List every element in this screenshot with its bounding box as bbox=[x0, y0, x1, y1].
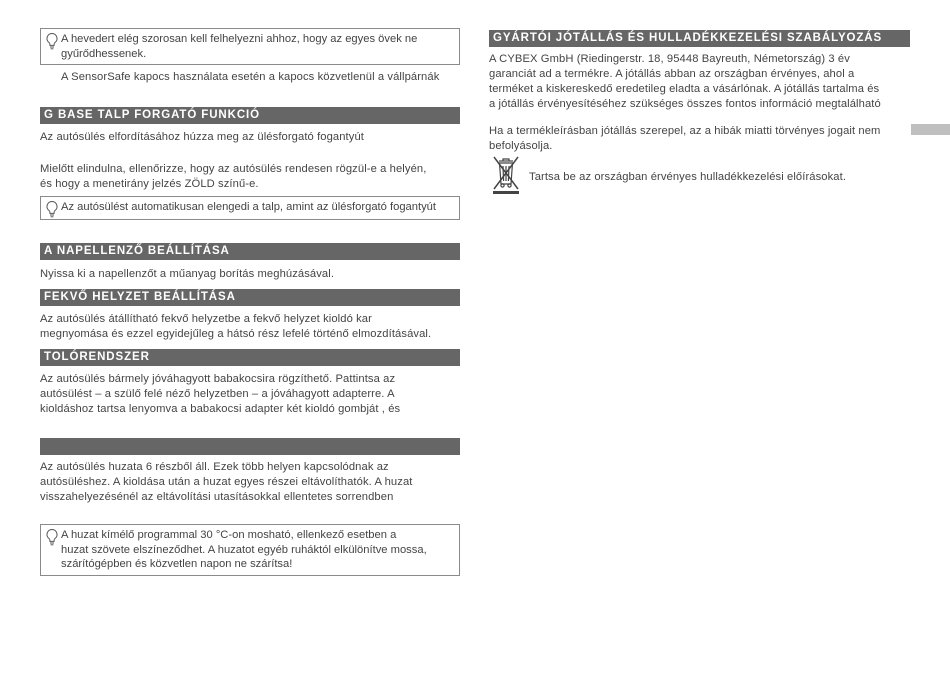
note-washing bbox=[40, 524, 460, 576]
page-edge-tab bbox=[911, 124, 950, 135]
recline-paragraph: Az autósülés átállítható fekvő helyzetbe a fekvő helyzet kioldó kar megnyomása és ezzel egyidejűleg a hátsó rész lefelé történő elmozdításával. bbox=[40, 313, 432, 340]
sensorsafe-text: A SensorSafe kapocs használata esetén a kapocs közvetlenül a vállpárnák bbox=[61, 71, 440, 83]
note-text: Az autósülést automatikusan elengedi a talp, amint az ülésforgató fogantyút bbox=[61, 201, 437, 213]
note-text: A hevedert elég szorosan kell felhelyezni ahhoz, hogy az egyes övek ne gyűrődhessenek. bbox=[61, 33, 418, 60]
canopy-paragraph: Nyissa ki a napellenzőt a műanyag borítás meghúzásával. bbox=[40, 268, 335, 280]
section-header-recline: FEKVŐ HELYZET BEÁLLÍTÁSA bbox=[40, 289, 460, 306]
g-base-paragraph-1: Az autósülés elfordításához húzza meg az ülésforgató fogantyút bbox=[40, 131, 364, 143]
section-header-stroller: TOLÓRENDSZER bbox=[40, 349, 460, 366]
warranty-paragraph-2: Ha a termékleírásban jótállás szerepel, az a hibák miatti törvényes jogait nem befolyásolja. bbox=[489, 125, 881, 152]
lightbulb-icon bbox=[45, 528, 59, 546]
section-header-g-base: G BASE TALP FORGATÓ FUNKCIÓ bbox=[40, 107, 460, 124]
cover-paragraph: Az autósülés huzata 6 részből áll. Ezek több helyen kapcsolódnak az autósüléshez. A kioldása után a huzat egyes részei eltávolíthatók. A huzat visszahelyezésénél az eltávolítási utasításokkal ellentetes sorrendben bbox=[40, 461, 413, 503]
stroller-paragraph: Az autósülés bármely jóváhagyott babakocsira rögzíthető. Pattintsa az autósülést – a szülő felé néző helyzetben – a jóváhagyott adapterre. A kioldáshoz tartsa lenyomva a babakocsi adapter két kioldó gombját , és bbox=[40, 373, 401, 415]
lightbulb-icon bbox=[45, 32, 59, 50]
section-header-canopy: A NAPELLENZŐ BEÁLLÍTÁSA bbox=[40, 243, 460, 260]
note-harness-tight bbox=[40, 28, 460, 65]
g-base-paragraph-2: Mielőtt elindulna, ellenőrizze, hogy az autósülés rendesen rögzül-e a helyén, és hogy a menetirány jelzés ZÖLD színű-e. bbox=[40, 163, 427, 190]
warranty-paragraph-1: A CYBEX GmbH (Riedingerstr. 18, 95448 Bayreuth, Németország) 3 év garanciát ad a termékre. A jótállás abban az országban érvényes, ahol a terméket a kiskereskedő eredetileg eladta a vásárlónak. A jótállás tartalma és a jótállás érvényesítéséhez szükséges összes fontos információ megtalálható bbox=[489, 53, 881, 110]
section-header-cover bbox=[40, 438, 460, 455]
note-text: A huzat kímélő programmal 30 °C-on mosható, ellenkező esetben a huzat szövete elszíneződhet. A huzatot egyéb ruháktól elkülönítve mossa, szárítógépben és közvetlen napon ne szárítsa! bbox=[61, 529, 427, 570]
lightbulb-icon bbox=[45, 200, 59, 218]
disposal-text: Tartsa be az országban érvényes hulladékkezelési előírásokat. bbox=[529, 171, 847, 183]
note-g-base-release bbox=[40, 196, 460, 220]
section-header-warranty: GYÁRTÓI JÓTÁLLÁS ÉS HULLADÉKKEZELÉSI SZABÁLYOZÁS bbox=[489, 30, 910, 47]
crossed-out-bin-icon bbox=[489, 154, 523, 194]
